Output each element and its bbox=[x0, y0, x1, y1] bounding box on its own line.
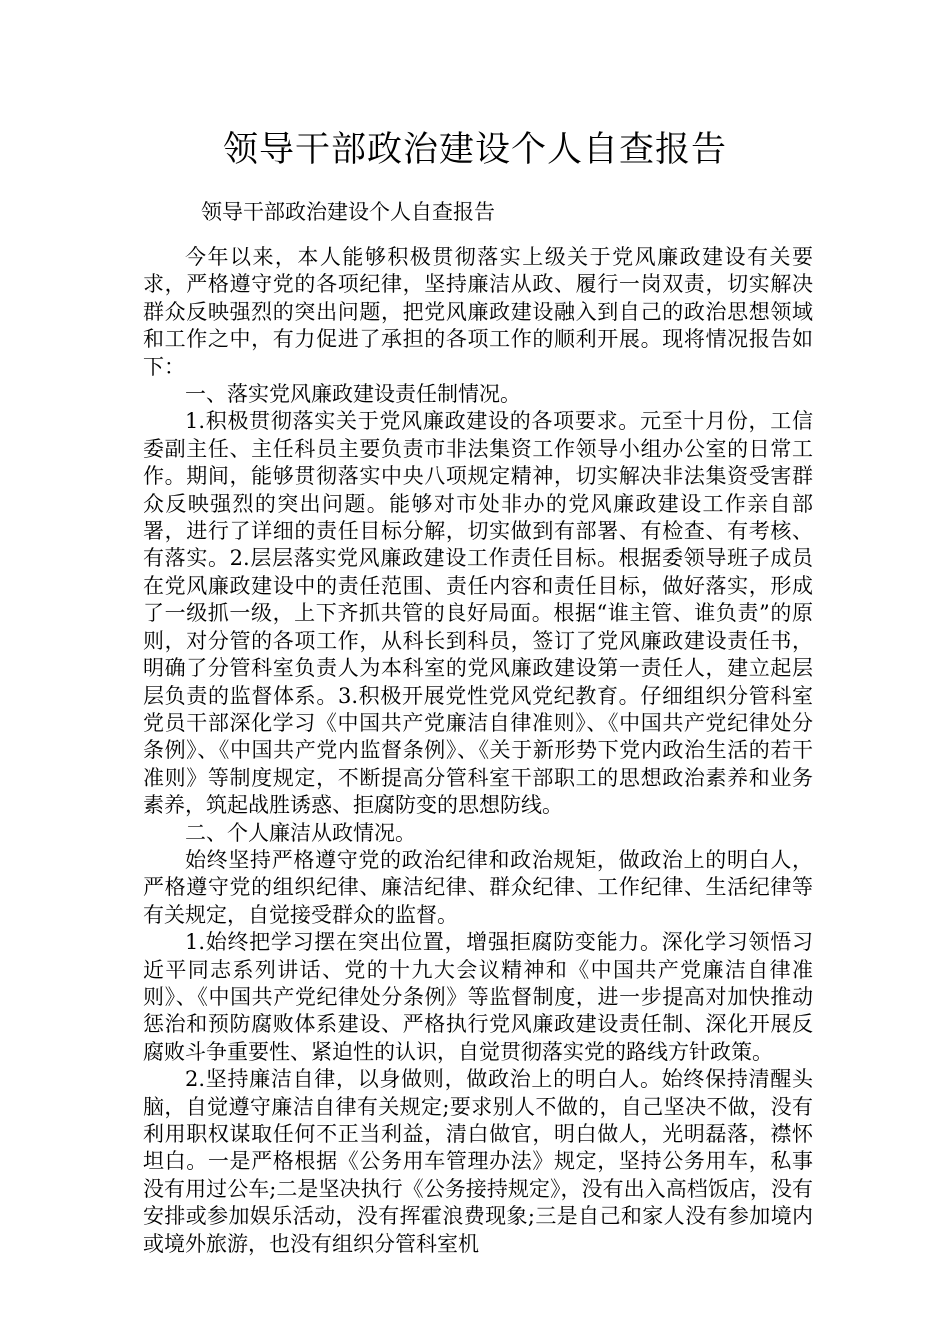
document-body bbox=[143, 244, 813, 1258]
paragraph-section-1-content: 1.积极贯彻落实关于党风廉政建设的各项要求。元至十月份，工信委副主任、主任科员主要负责市非法集资工作领导小组办公室的日常工作。期间，能够贯彻落实中央八项规定精神，切实解决非法集资受害群众反映强烈的突出问题。能够对市处非办的党风廉政建设工作亲自部署，进行了详细的责任目标分解，切实做到有部署、有检查、有考核、有落实。2.层层落实党风廉政建设工作责任目标。根据委领导班子成员在党风廉政建设中的责任范围、责任内容和责任目标，做好落实，形成了一级抓一级，上下齐抓共管的良好局面。根据“谁主管、谁负责”的原则，对分管的各项工作，从科长到科员，签订了党风廉政建设责任书，明确了分管科室负责人为本科室的党风廉政建设第一责任人，建立起层层负责的监督体系。3.积极开展党性党风党纪教育。仔细组织分管科室党员干部深化学习《中国共产党廉洁自律准则》、《中国共产党纪律处分条例》、《中国共产党内监督条例》、《关于新形势下党内政治生活的若干准则》等制度规定，不断提高分管科室干部职工的思想政治素养和业务素养，筑起战胜诱惑、拒腐防变的思想防线。 bbox=[143, 409, 813, 818]
document-subtitle: 领导干部政治建设个人自查报告 bbox=[201, 200, 495, 224]
paragraph-item-1: 1.始终把学习摆在突出位置，增强拒腐防变能力。深化学习领悟习近平同志系列讲话、党的十九大会议精神和《中国共产党廉洁自律准则》、《中国共产党纪律处分条例》等监督制度，进一步提高对加快推动惩治和预防腐败体系建设、严格执行党风廉政建设责任制、深化开展反腐败斗争重要性、紧迫性的认识，自觉贯彻落实党的路线方针政策。 bbox=[143, 930, 813, 1064]
document-title: 领导干部政治建设个人自查报告 bbox=[222, 130, 727, 170]
paragraph-item-2: 2.坚持廉洁自律，以身做则，做政治上的明白人。始终保持清醒头脑，自觉遵守廉洁自律有关规定;要求别人不做的，自己坚决不做，没有利用职权谋取任何不正当利益，清白做官，明白做人，光明磊落，襟怀坦白。一是严格根据《公务用车管理办法》规定，坚持公务用车，私事没有用过公车;二是坚决执行《公务接持规定》，没有出入高档饭店，没有安排或参加娱乐活动，没有挥霍浪费现象;三是自己和家人没有参加境内或境外旅游，也没有组织分管科室机 bbox=[143, 1067, 813, 1256]
section-heading-2: 二、个人廉洁从政情况。 bbox=[185, 820, 416, 845]
paragraph-intro: 今年以来，本人能够积极贯彻落实上级关于党风廉政建设有关要求，严格遵守党的各项纪律，坚持廉洁从政、履行一岗双责，切实解决群众反映强烈的突出问题，把党风廉政建设融入到自己的政治思想领域和工作之中，有力促进了承担的各项工作的顺利开展。现将情况报告如下： bbox=[143, 245, 813, 379]
paragraph-section-2-intro: 始终坚持严格遵守党的政治纪律和政治规矩，做政治上的明白人，严格遵守党的组织纪律、廉洁纪律、群众纪律、工作纪律、生活纪律等有关规定，自觉接受群众的监督。 bbox=[143, 847, 813, 927]
section-heading-1: 一、落实党风廉政建设责任制情况。 bbox=[185, 382, 521, 407]
